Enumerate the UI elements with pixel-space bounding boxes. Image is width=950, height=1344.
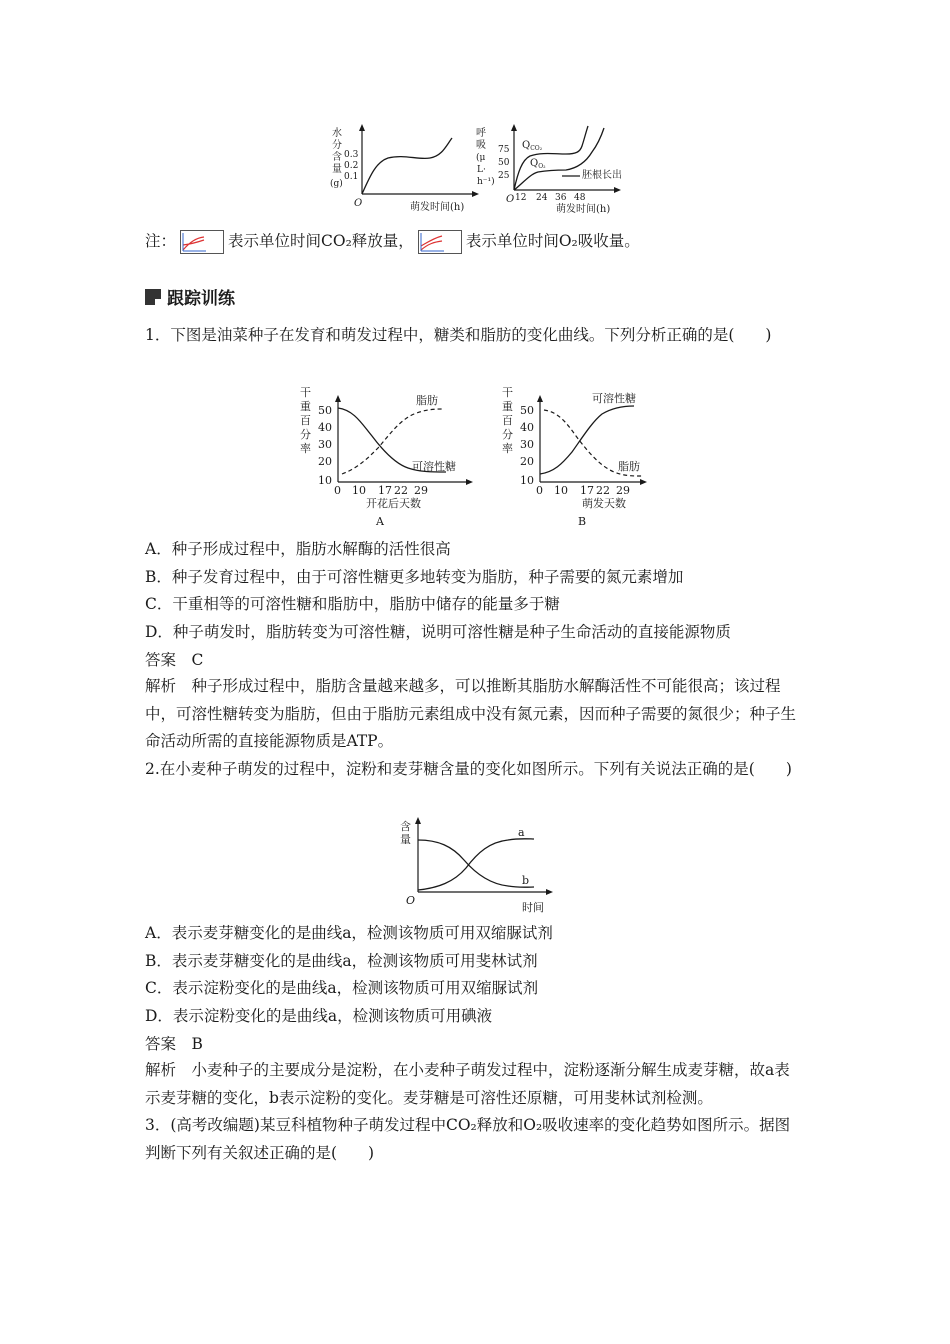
label-sugar-b: 可溶性糖: [592, 392, 636, 405]
ytick-water-1: 0.2: [344, 161, 359, 171]
ylabel-resp-4: L·: [477, 165, 486, 175]
caption-b: B: [578, 515, 587, 528]
legend-o2-icon: [418, 230, 462, 254]
ylabel-water-2: 分: [332, 140, 342, 151]
ylabel-b-1: 干: [502, 386, 513, 399]
q1-stem: 1．下图是油菜种子在发育和萌发过程中，糖类和脂肪的变化曲线。下列分析正确的是( ): [145, 326, 772, 344]
xtick-a-3: 22: [394, 484, 408, 497]
ytick-b-3: 20: [520, 455, 534, 468]
ylabel-water-4: 量: [332, 164, 342, 175]
ytick-b-2: 30: [520, 438, 534, 451]
xtick-b-4: 29: [616, 484, 630, 497]
xtick-a-2: 17: [378, 484, 392, 497]
q1-option-c: C．干重相等的可溶性糖和脂肪中，脂肪中储存的能量多于糖: [145, 595, 560, 613]
label-curve-b: b: [522, 874, 530, 887]
xtick-a-0: 0: [334, 484, 341, 497]
xlabel-resp: 萌发时间(h): [556, 204, 611, 215]
xtick-resp-3: 48: [574, 193, 586, 203]
ylabel-water-3: 含: [332, 152, 342, 163]
ytick-resp-0: 75: [498, 145, 510, 155]
legend-co2-icon: [180, 230, 224, 254]
q1-analysis: 解析 种子形成过程中，脂肪含量越来越多，可以推断其脂肪水解酶活性不可能很高；该过程中，可溶性糖转变为脂肪，但由于脂肪元素组成中没有氮元素，因而种子需要的氮很少；种子生命活动所需的直接能源物质是ATP。: [145, 677, 797, 750]
xtick-b-1: 10: [554, 484, 568, 497]
xtick-resp-2: 36: [555, 193, 567, 203]
ylabel-resp-5: h⁻¹): [477, 177, 495, 187]
q2-option-a: A．表示麦芽糖变化的是曲线a，检测该物质可用双缩脲试剂: [145, 924, 553, 942]
label-qco2: $Q_{CO_2}$: [522, 140, 543, 152]
ytick-a-1: 40: [318, 421, 332, 434]
ylabel-resp-2: 吸: [476, 140, 486, 151]
origin-resp: O: [506, 194, 515, 205]
section-title: 跟踪训练: [167, 289, 235, 309]
figure-q1: [296, 384, 656, 530]
section-square-icon: [145, 289, 161, 305]
figure-q2: [398, 816, 558, 916]
note-line: [145, 230, 640, 254]
ylabel-a-4: 分: [300, 428, 311, 441]
xlabel-b: 萌发天数: [582, 497, 626, 510]
ytick-water-2: 0.1: [344, 172, 359, 182]
ylabel-water-1: 水: [332, 128, 342, 139]
origin-water: O: [354, 198, 363, 209]
q2-stem: 2.在小麦种子萌发的过程中，淀粉和麦芽糖含量的变化如图所示。下列有关说法正确的是( ): [145, 760, 792, 778]
ytick-b-1: 40: [520, 421, 534, 434]
ylabel-a-1: 干: [300, 386, 311, 399]
note-prefix: 注：: [145, 232, 177, 250]
q2-option-d: D．表示淀粉变化的是曲线a，检测该物质可用碘液: [145, 1007, 493, 1025]
xtick-b-0: 0: [536, 484, 543, 497]
xtick-resp-1: 24: [536, 193, 548, 203]
ylabel-resp-3: (μ: [476, 153, 486, 163]
ylabel-b-5: 率: [502, 442, 513, 455]
curve-b: [418, 840, 534, 887]
xlabel-water: 萌发时间(h): [410, 202, 465, 213]
chart-q1-a: [300, 386, 473, 528]
ytick-a-0: 50: [318, 404, 332, 417]
label-fat-b: 脂肪: [618, 460, 640, 473]
label-sugar-a: 可溶性糖: [412, 460, 456, 473]
water-content-chart: [330, 124, 479, 213]
ytick-a-2: 30: [318, 438, 332, 451]
q2-answer: 答案 B: [145, 1035, 203, 1053]
q1-option-d: D．种子萌发时，脂肪转变为可溶性糖，说明可溶性糖是种子生命活动的直接能源物质: [145, 623, 731, 641]
ylabel-q2-1: 含: [400, 820, 411, 833]
ylabel-a-2: 重: [300, 400, 311, 413]
xlabel-q2: 时间: [522, 901, 544, 914]
xtick-a-1: 10: [352, 484, 366, 497]
q1-answer: 答案 C: [145, 651, 204, 669]
ylabel-q2-2: 量: [400, 833, 411, 846]
ytick-a-4: 10: [318, 474, 332, 487]
chart-q1-b: [502, 386, 647, 528]
q3-stem: 3．(高考改编题)某豆科植物种子萌发过程中CO₂释放和O₂吸收速率的变化趋势如图所示。据图判断下列有关叙述正确的是( ): [145, 1116, 791, 1162]
ylabel-a-3: 百: [300, 414, 311, 427]
origin-q2: O: [406, 894, 416, 907]
annotation-radicle: 胚根长出: [582, 170, 622, 181]
xtick-b-2: 17: [580, 484, 594, 497]
ylabel-b-4: 分: [502, 428, 513, 441]
ylabel-b-2: 重: [502, 400, 513, 413]
xtick-a-4: 29: [414, 484, 428, 497]
q1-option-b: B．种子发育过程中，由于可溶性糖更多地转变为脂肪，种子需要的氮元素增加: [145, 568, 684, 586]
water-curve: [362, 138, 452, 194]
xlabel-a: 开花后天数: [366, 497, 421, 510]
caption-a: A: [376, 515, 384, 528]
ytick-resp-1: 50: [498, 158, 510, 168]
ytick-b-0: 50: [520, 404, 534, 417]
q2-analysis: 解析 小麦种子的主要成分是淀粉，在小麦种子萌发过程中，淀粉逐渐分解生成麦芽糖，故a表示麦芽糖的变化，b表示淀粉的变化。麦芽糖是可溶性还原糖，可用斐林试剂检测。: [145, 1061, 790, 1107]
xtick-resp-0: 12: [515, 193, 527, 203]
label-fat-a: 脂肪: [416, 394, 438, 407]
q2-option-b: B．表示麦芽糖变化的是曲线a，检测该物质可用斐林试剂: [145, 952, 538, 970]
figure-top: [326, 124, 626, 220]
ylabel-resp-1: 呼: [476, 128, 486, 139]
respiration-chart: [476, 124, 622, 215]
q2-option-c: C．表示淀粉变化的是曲线a，检测该物质可用双缩脲试剂: [145, 979, 539, 997]
ytick-water-0: 0.3: [344, 150, 359, 160]
section-heading: [145, 284, 235, 309]
ylabel-b-3: 百: [502, 414, 513, 427]
xtick-b-3: 22: [596, 484, 610, 497]
ytick-resp-2: 25: [498, 171, 510, 181]
curve-a: [418, 839, 534, 890]
ylabel-a-5: 率: [300, 442, 311, 455]
ylabel-water-5: (g): [330, 179, 343, 189]
ytick-b-4: 10: [520, 474, 534, 487]
note-end: 表示单位时间O₂吸收量。: [465, 232, 640, 250]
note-mid: 表示单位时间CO₂释放量，: [228, 232, 414, 250]
ytick-a-3: 20: [318, 455, 332, 468]
label-curve-a: a: [518, 826, 525, 839]
label-qo2: $Q_{O_2}$: [530, 158, 546, 170]
q1-option-a: A．种子形成过程中，脂肪水解酶的活性很高: [145, 540, 451, 558]
